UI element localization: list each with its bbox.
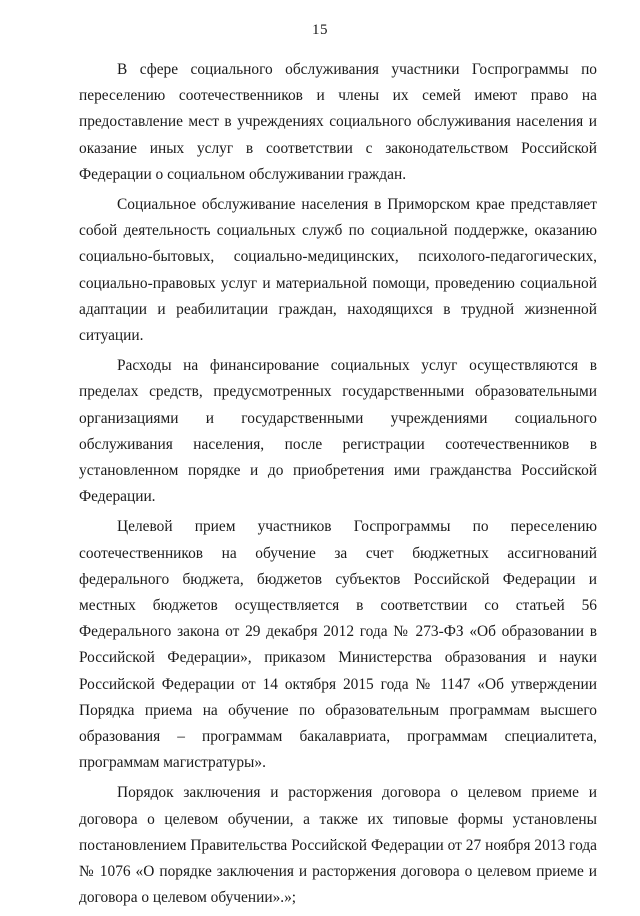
paragraph-contract-procedure: Порядок заключения и расторжения договора о целевом приеме и договора о целевом обучении, а также их типовые формы установлены постановлением Правительства Российской Федерации от 27 ноября 2013 года № 1076 «О порядке заключения и расторжения договора о целевом приеме и договора о целевом обучении».»; (79, 784, 597, 907)
page-number: 15 (312, 22, 328, 38)
paragraph-targeted-admission: Целевой прием участников Госпрограммы по переселению соотечественников на обучение за счет бюджетных ассигнований федерального бюджета, бюджетов субъектов Российской Федерации и местных бюджетов осуществляется в соответствии со статьей 56 Федерального закона от 29 декабря 2012 года № 273-ФЗ «Об образовании в Российской Федерации», приказом Министерства образования и науки Российской Федерации от 14 октября 2015 года № 1147 «Об утверждении Порядка приема на обучение по образовательным программам высшего образования – программам бакалавриата, программам специалитета, программам магистратуры». (79, 518, 597, 772)
document-body (79, 57, 597, 916)
paragraph-social-services-primorsky: Социальное обслуживание населения в Приморском крае представляет собой деятельность социальных служб по социальной поддержке, оказанию социально-бытовых, социально-медицинских, психолого-педагогических, социально-правовых услуг и материальной помощи, проведению социальной адаптации и реабилитации граждан, находящихся в трудной жизненной ситуации. (79, 196, 597, 345)
paragraph-expenses-financing: Расходы на финансирование социальных услуг осуществляются в пределах средств, предусмотренных государственными образовательными организациями и государственными учреждениями социального обслуживания населения, после регистрации соотечественников в установленном порядке и до приобретения ими гражданства Российской Федерации. (79, 357, 597, 506)
paragraph-social-services-rights: В сфере социального обслуживания участники Госпрограммы по переселению соотечественников и члены их семей имеют право на предоставление мест в учреждениях социального обслуживания населения и оказание иных услуг в соответствии с законодательством Российской Федерации о социальном обслуживании граждан. (79, 61, 597, 183)
